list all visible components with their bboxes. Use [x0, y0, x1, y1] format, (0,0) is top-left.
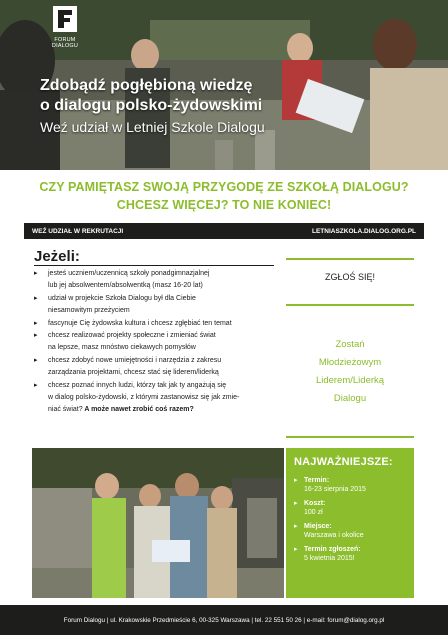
- conditions-heading: Jeżeli:: [34, 248, 80, 265]
- list-item: [34, 293, 284, 318]
- slogan: [0, 170, 448, 220]
- key-info-label: Miejsce:: [304, 523, 332, 530]
- arrow-icon: ▸: [294, 546, 298, 553]
- list-item: [34, 380, 284, 417]
- arrow-icon: ▸: [34, 381, 38, 389]
- list-item-line: udział w projekcie Szkoła Dialogu był dla Ciebie: [48, 294, 196, 302]
- hero-title: [40, 76, 262, 116]
- hero-title-line2: o dialogu polsko-żydowskimi: [40, 97, 263, 114]
- list-item-line: chcesz zdobyć nowe umiejętności i narzędzia z zakresu: [48, 356, 222, 364]
- hero-title-line1: Zdobądź pogłębioną wiedzę: [40, 77, 253, 94]
- slogan-line2: CHCESZ WIĘCEJ? TO NIE KONIEC!: [116, 198, 332, 212]
- key-info-heading: NAJWAŻNIEJSZE:: [294, 456, 393, 468]
- list-item: [34, 318, 284, 330]
- list-item-line: chcesz poznać innych ludzi, którzy tak jak ty angażują się: [48, 381, 227, 389]
- key-info-item: [294, 476, 408, 494]
- divider: [286, 436, 414, 438]
- list-item: [34, 268, 284, 293]
- divider: [286, 258, 414, 260]
- become-leader-line: Dialogu: [333, 393, 367, 404]
- list-item-text: niać świat?: [48, 406, 83, 414]
- become-leader-text: [286, 336, 414, 408]
- logo-text-line1: FORUM: [54, 37, 76, 43]
- logo-mark-icon: [53, 6, 77, 32]
- key-info-value: 5 kwietnia 2015!: [304, 555, 355, 562]
- key-info-item: [294, 522, 408, 540]
- key-info-item: [294, 545, 408, 563]
- become-leader-line: Młodzieżowym: [318, 357, 382, 368]
- list-item-line: chcesz realizować projekty społeczne i zmieniać świat: [48, 332, 216, 340]
- list-item: [34, 355, 284, 380]
- key-info-value: Warszawa i okolice: [304, 532, 364, 539]
- key-info-box: [286, 448, 414, 598]
- list-item-line: [48, 404, 284, 416]
- arrow-icon: ▸: [294, 523, 298, 530]
- hero-subtitle: Weź udział w Letniej Szkole Dialogu: [40, 119, 265, 135]
- apply-button[interactable]: ZGŁOŚ SIĘ!: [324, 272, 375, 282]
- divider: [286, 304, 414, 306]
- cta-box: [286, 258, 414, 448]
- list-item: [34, 330, 284, 355]
- become-leader-line: Zostań: [335, 339, 365, 350]
- divider: [34, 265, 274, 266]
- key-info-item: [294, 499, 408, 517]
- list-item-emphasis: A może nawet zrobić coś razem?: [82, 406, 194, 414]
- conditions-list: [34, 268, 284, 417]
- arrow-icon: ▸: [34, 319, 38, 327]
- group-photo: [32, 448, 284, 598]
- group-photo-image: [32, 448, 284, 598]
- footer: [0, 605, 448, 635]
- become-leader-line: Liderem/Liderką: [315, 375, 385, 386]
- forum-dialogu-logo: [48, 6, 82, 48]
- website-link[interactable]: LETNIASZKOLA.DIALOG.ORG.PL: [312, 227, 416, 235]
- list-item-line: zarządzania projektami, chcesz stać się liderem/liderką: [48, 369, 219, 377]
- key-info-label: Termin zgłoszeń:: [304, 546, 361, 553]
- arrow-icon: ▸: [34, 294, 38, 302]
- arrow-icon: ▸: [294, 500, 298, 507]
- key-info-value: 100 zł: [304, 509, 323, 516]
- arrow-icon: ▸: [34, 270, 38, 277]
- list-item-line: na lepsze, masz mnóstwo ciekawych pomysłów: [48, 344, 196, 352]
- arrow-icon: ▸: [34, 332, 38, 340]
- arrow-icon: ▸: [34, 356, 38, 364]
- recruitment-bar: [24, 223, 424, 239]
- list-item-line: fascynuje Cię żydowska kultura i chcesz zgłębiać ten temat: [48, 319, 232, 327]
- footer-contact: Forum Dialogu | ul. Krakowskie Przedmieście 6, 00-325 Warszawa | tel. 22 551 50 26 | e-mail: forum@dialog.org.pl: [63, 616, 385, 624]
- logo-text-line2: DIALOGU: [51, 43, 79, 49]
- slogan-line1: CZY PAMIĘTASZ SWOJĄ PRZYGODĘ ZE SZKOŁĄ DIALOGU?: [39, 180, 409, 194]
- hero-banner: [0, 0, 448, 170]
- arrow-icon: ▸: [294, 477, 298, 484]
- key-info-label: Termin:: [304, 477, 330, 484]
- list-item-line: lub jej absolwentem/absolwentką (masz 16-20 lat): [48, 282, 203, 290]
- list-item-line: niesamowitym przeżyciem: [48, 307, 130, 315]
- key-info-value: 16-23 sierpnia 2015: [304, 486, 366, 493]
- list-item-line: w dialog polsko-żydowski, z którymi zastanowisz się jak zmie-: [48, 394, 240, 402]
- key-info-label: Koszt:: [304, 500, 326, 507]
- list-item-line: jesteś uczniem/uczennicą szkoły ponadgimnazjalnej: [48, 270, 210, 277]
- recruitment-label: WEŹ UDZIAŁ W REKRUTACJI: [32, 227, 124, 235]
